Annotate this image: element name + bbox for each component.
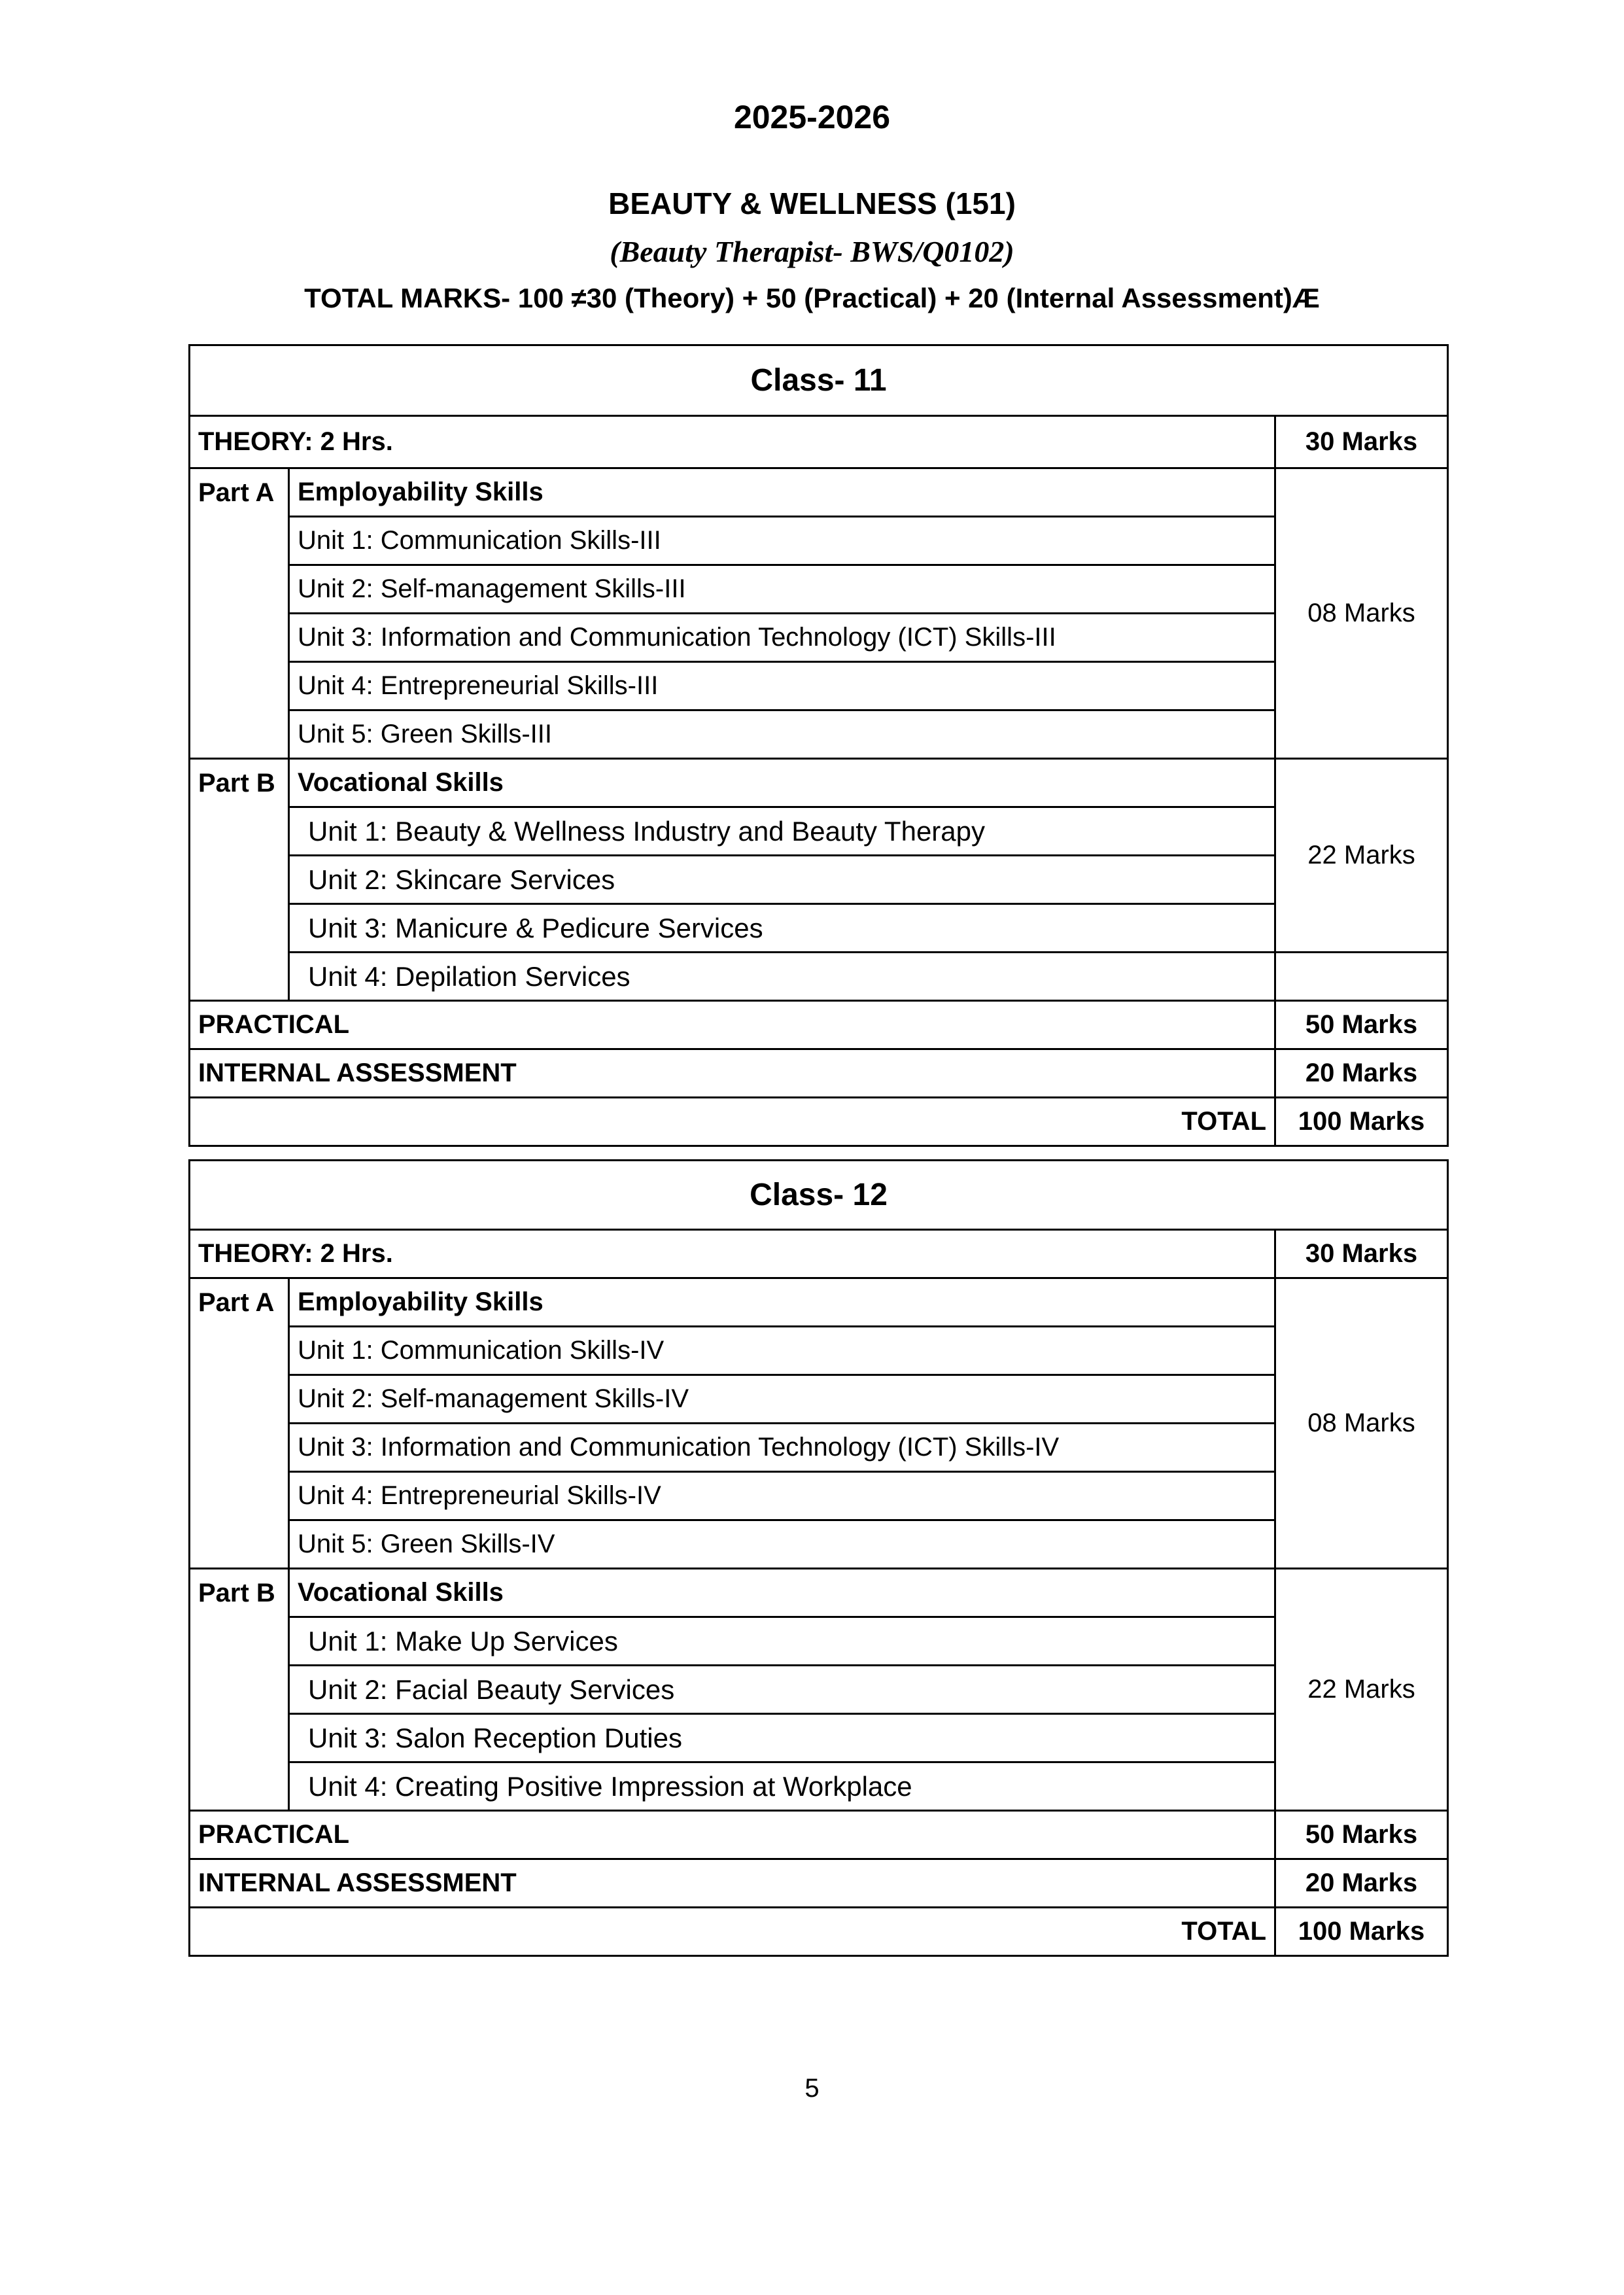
class-12-syllabus-table — [188, 1159, 1449, 1957]
internal-assessment-marks: 20 Marks — [1275, 1859, 1448, 1908]
empty-cell — [1275, 953, 1448, 1001]
part-a-unit: Unit 4: Entrepreneurial Skills-III — [289, 662, 1275, 710]
class-title: Class- 11 — [190, 345, 1448, 416]
part-a-label: Part A — [190, 1278, 289, 1569]
theory-label: THEORY: 2 Hrs. — [190, 1230, 1275, 1278]
part-b-label: Part B — [190, 1569, 289, 1811]
part-b-unit: Unit 2: Skincare Services — [289, 856, 1275, 904]
practical-label: PRACTICAL — [190, 1001, 1275, 1049]
part-a-unit: Unit 4: Entrepreneurial Skills-IV — [289, 1472, 1275, 1520]
part-a-label: Part A — [190, 468, 289, 759]
part-b-unit: Unit 3: Manicure & Pedicure Services — [289, 904, 1275, 953]
part-b-unit: Unit 2: Facial Beauty Services — [289, 1666, 1275, 1714]
total-label: TOTAL — [190, 1908, 1275, 1956]
part-b-heading: Vocational Skills — [289, 1569, 1275, 1617]
practical-marks: 50 Marks — [1275, 1001, 1448, 1049]
part-a-unit: Unit 5: Green Skills-III — [289, 710, 1275, 759]
part-b-unit: Unit 1: Make Up Services — [289, 1617, 1275, 1666]
part-b-unit: Unit 3: Salon Reception Duties — [289, 1714, 1275, 1762]
internal-assessment-marks: 20 Marks — [1275, 1049, 1448, 1098]
part-a-unit: Unit 2: Self-management Skills-IV — [289, 1375, 1275, 1424]
part-a-heading: Employability Skills — [289, 1278, 1275, 1327]
part-b-label: Part B — [190, 759, 289, 1001]
internal-assessment-label: INTERNAL ASSESSMENT — [190, 1049, 1275, 1098]
practical-label: PRACTICAL — [190, 1811, 1275, 1859]
document-year: 2025-2026 — [733, 99, 891, 135]
qualification-subtitle: (Beauty Therapist- BWS/Q0102) — [610, 235, 1014, 268]
part-b-unit: Unit 4: Creating Positive Impression at Workplace — [289, 1762, 1275, 1811]
part-b-marks: 22 Marks — [1275, 759, 1448, 953]
class-title: Class- 12 — [190, 1161, 1448, 1230]
total-marks: 100 Marks — [1275, 1908, 1448, 1956]
class-11-syllabus-table — [188, 344, 1449, 1147]
part-a-unit: Unit 5: Green Skills-IV — [289, 1520, 1275, 1569]
total-marks: 100 Marks — [1275, 1098, 1448, 1146]
part-b-unit: Unit 4: Depilation Services — [289, 953, 1275, 1001]
part-a-unit: Unit 3: Information and Communication Technology (ICT) Skills-III — [289, 614, 1275, 662]
part-a-unit: Unit 3: Information and Communication Technology (ICT) Skills-IV — [289, 1424, 1275, 1472]
part-a-marks: 08 Marks — [1275, 1278, 1448, 1569]
internal-assessment-label: INTERNAL ASSESSMENT — [190, 1859, 1275, 1908]
subject-title: BEAUTY & WELLNESS (151) — [608, 186, 1016, 220]
theory-label: THEORY: 2 Hrs. — [190, 416, 1275, 468]
total-marks-line: TOTAL MARKS- 100 ≠30 (Theory) + 50 (Practical) + 20 (Internal Assessment)Æ — [304, 283, 1320, 313]
part-a-heading: Employability Skills — [289, 468, 1275, 517]
part-b-marks: 22 Marks — [1275, 1569, 1448, 1811]
theory-marks: 30 Marks — [1275, 416, 1448, 468]
part-b-heading: Vocational Skills — [289, 759, 1275, 807]
part-a-marks: 08 Marks — [1275, 468, 1448, 759]
total-label: TOTAL — [190, 1098, 1275, 1146]
part-a-unit: Unit 2: Self-management Skills-III — [289, 565, 1275, 614]
part-b-unit: Unit 1: Beauty & Wellness Industry and Beauty Therapy — [289, 807, 1275, 856]
theory-marks: 30 Marks — [1275, 1230, 1448, 1278]
practical-marks: 50 Marks — [1275, 1811, 1448, 1859]
part-a-unit: Unit 1: Communication Skills-IV — [289, 1327, 1275, 1375]
page-number: 5 — [804, 2074, 820, 2103]
part-a-unit: Unit 1: Communication Skills-III — [289, 517, 1275, 565]
